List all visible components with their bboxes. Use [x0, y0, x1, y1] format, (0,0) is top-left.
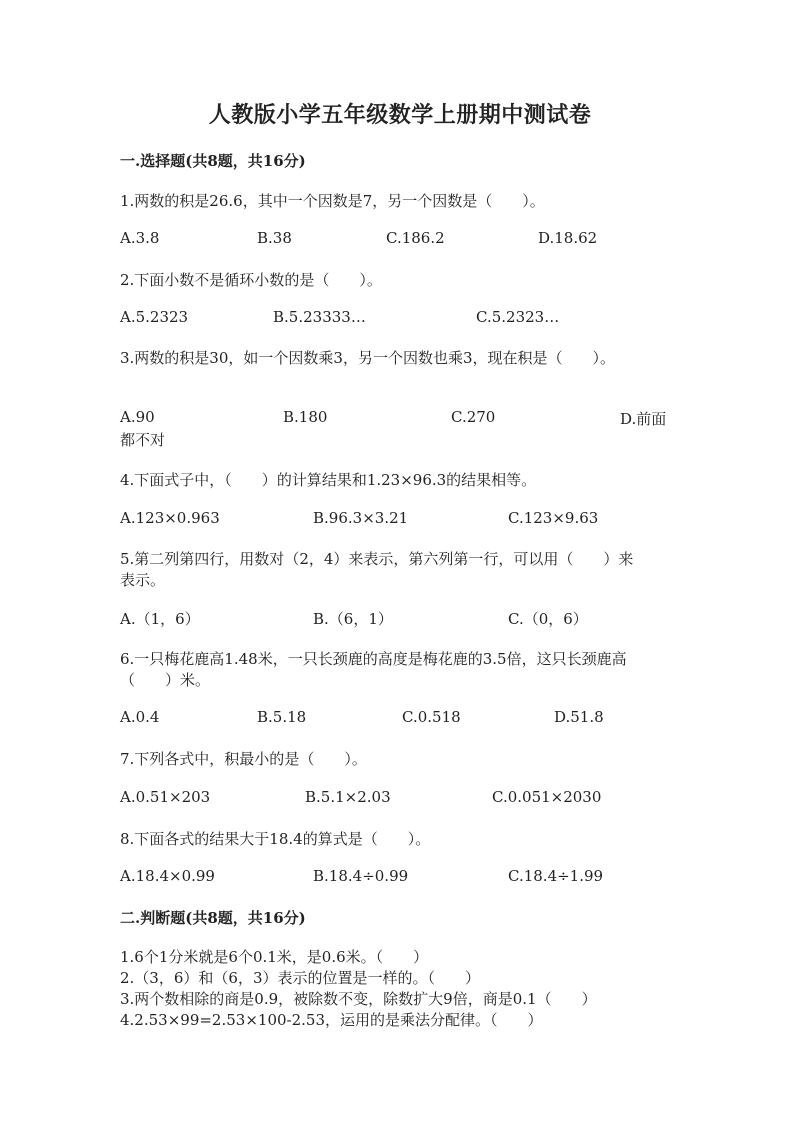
- question-6-option-c: C.0.518: [402, 708, 461, 726]
- question-2-stem: 2.下面小数不是循环小数的是（ ）。: [120, 271, 382, 289]
- question-8-option-b: B.18.4÷0.99: [313, 867, 409, 885]
- question-7-option-a: A.0.51×203: [120, 788, 211, 806]
- question-4-stem: 4.下面式子中，（ ）的计算结果和1.23×96.3的结果相等。: [120, 471, 537, 489]
- question-3-option-d-wrap: 都不对: [120, 431, 166, 449]
- question-4-option-a: A.123×0.963: [120, 509, 220, 527]
- judgment-item-3: 3.两个数相除的商是0.9，被除数不变，除数扩大9倍，商是0.1（ ）: [120, 990, 597, 1008]
- question-2-option-c: C.5.2323…: [476, 308, 560, 326]
- question-6-stem-line1: 6.一只梅花鹿高1.48米，一只长颈鹿的高度是梅花鹿的3.5倍，这只长颈鹿高: [120, 650, 627, 668]
- question-1-option-d: D.18.62: [538, 229, 598, 247]
- judgment-item-1: 1.6个1分米就是6个0.1米，是0.6米。（ ）: [120, 948, 429, 966]
- question-7-option-c: C.0.051×2030: [492, 788, 602, 806]
- question-3-option-a: A.90: [120, 408, 155, 426]
- page-title: 人教版小学五年级数学上册期中测试卷: [208, 102, 592, 128]
- question-1-option-b: B.38: [257, 229, 292, 247]
- question-6-option-d: D.51.8: [554, 708, 604, 726]
- question-4-option-c: C.123×9.63: [508, 509, 599, 527]
- question-8-option-c: C.18.4÷1.99: [508, 867, 604, 885]
- question-1-option-a: A.3.8: [120, 229, 160, 247]
- question-6-option-b: B.5.18: [257, 708, 307, 726]
- question-5-option-c: C.（0，6）: [508, 610, 588, 628]
- question-3-option-b: B.180: [283, 408, 328, 426]
- question-7-stem: 7.下列各式中，积最小的是（ ）。: [120, 750, 367, 768]
- question-2-option-a: A.5.2323: [120, 308, 189, 326]
- section-heading-judgment: 二.判断题(共8题，共16分): [120, 909, 306, 927]
- question-4-option-b: B.96.3×3.21: [313, 509, 409, 527]
- question-5-stem-line1: 5.第二列第四行，用数对（2，4）来表示，第六列第一行，可以用（ ）来: [120, 550, 634, 568]
- question-3-option-c: C.270: [451, 408, 496, 426]
- question-3-option-d: D.前面: [620, 410, 667, 428]
- question-2-option-b: B.5.23333…: [273, 308, 366, 326]
- question-5-option-b: B.（6，1）: [313, 610, 393, 628]
- question-3-stem: 3.两数的积是30，如一个因数乘3，另一个因数也乘3，现在积是（ ）。: [120, 349, 615, 367]
- judgment-item-2: 2.（3，6）和（6，3）表示的位置是一样的。（ ）: [120, 969, 480, 987]
- question-1-option-c: C.186.2: [386, 229, 445, 247]
- question-8-stem: 8.下面各式的结果大于18.4的算式是（ ）。: [120, 830, 431, 848]
- question-6-option-a: A.0.4: [120, 708, 160, 726]
- question-5-option-a: A.（1，6）: [120, 610, 200, 628]
- question-6-stem-line2: （ ）米。: [120, 671, 211, 689]
- judgment-item-4: 4.2.53×99=2.53×100-2.53，运用的是乘法分配律。（ ）: [120, 1011, 543, 1029]
- section-heading-choice: 一.选择题(共8题，共16分): [120, 152, 306, 170]
- question-8-option-a: A.18.4×0.99: [120, 867, 215, 885]
- question-1-stem: 1.两数的积是26.6，其中一个因数是7，另一个因数是（ ）。: [120, 192, 545, 210]
- question-5-stem-line2: 表示。: [120, 571, 166, 589]
- question-7-option-b: B.5.1×2.03: [305, 788, 391, 806]
